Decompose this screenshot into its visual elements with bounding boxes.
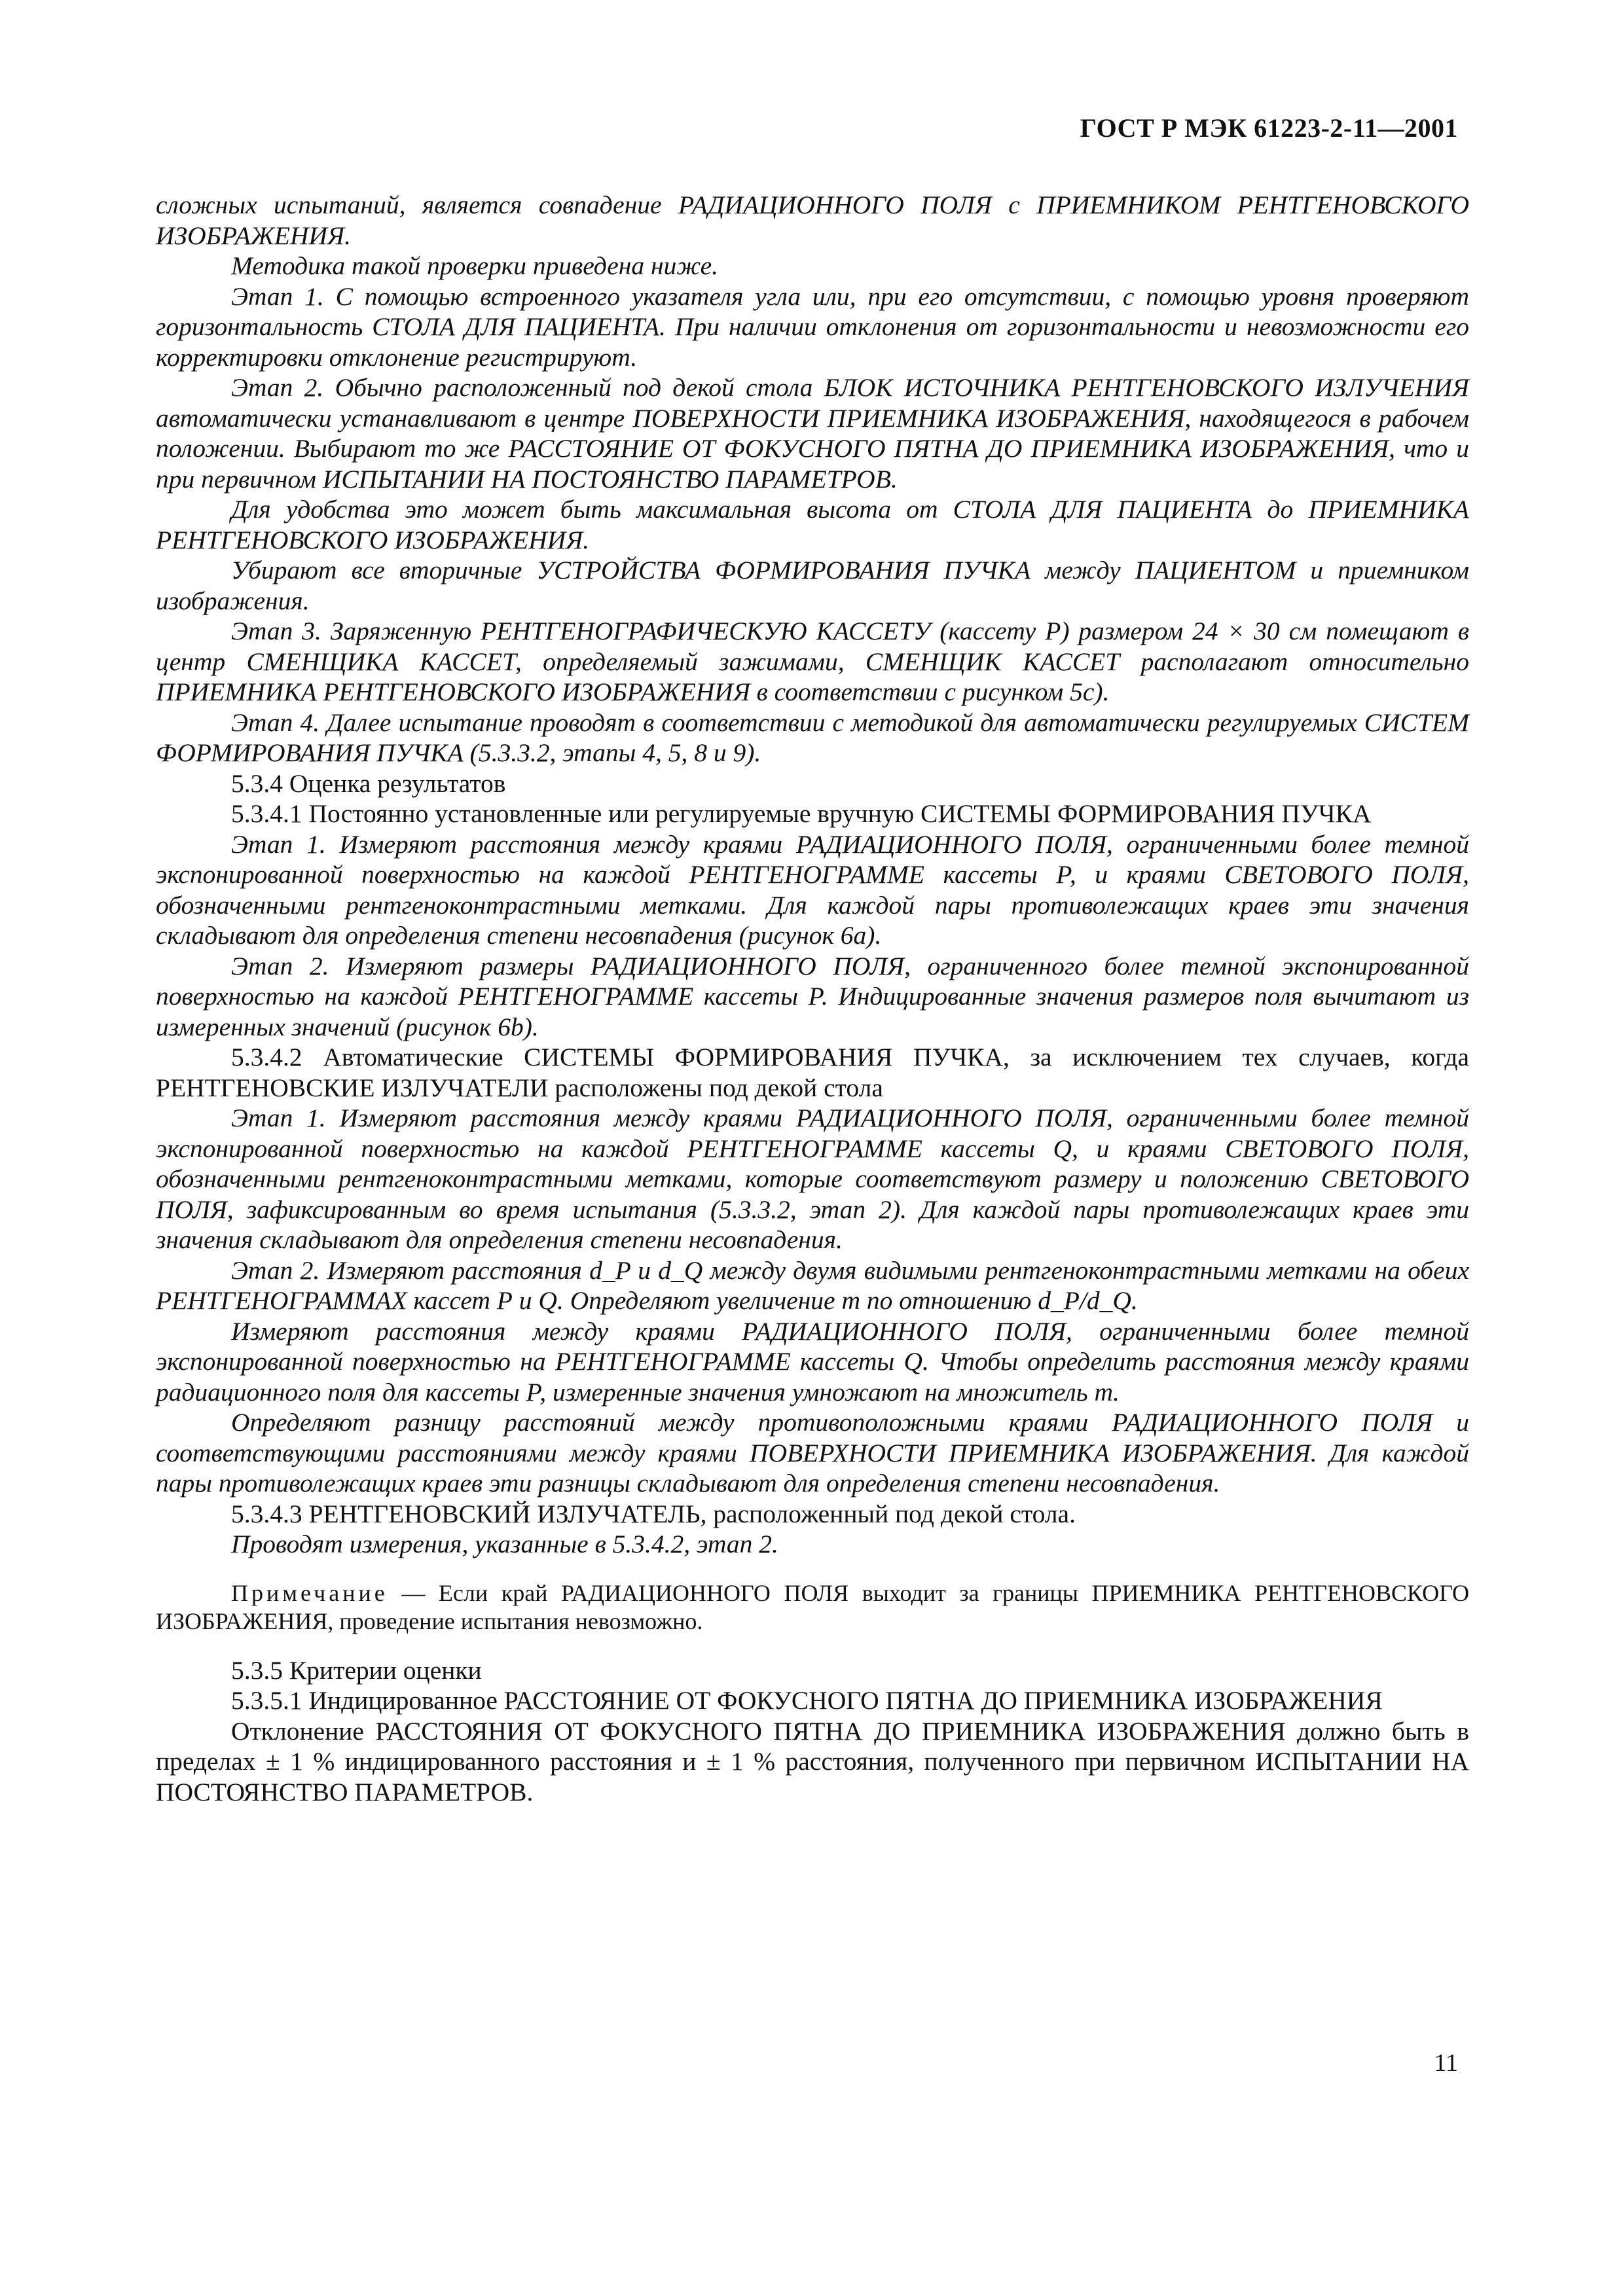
body-paragraph: Убирают все вторичные УСТРОЙСТВА ФОРМИРОВАНИЯ ПУЧКА между ПАЦИЕНТОМ и приемником изображения.: [156, 556, 1469, 615]
body-paragraph: 5.3.4.3 РЕНТГЕНОВСКИЙ ИЗЛУЧАТЕЛЬ, расположенный под декой стола.: [231, 1499, 1076, 1528]
body-paragraph: Этап 4. Далее испытание проводят в соответствии с методикой для автоматически регулируемых СИСТЕМ ФОРМИРОВАНИЯ ПУЧКА (5.3.3.2, этапы 4, 5, 8 и 9).: [156, 708, 1469, 767]
body-paragraph: Этап 2. Обычно расположенный под декой стола БЛОК ИСТОЧНИКА РЕНТГЕНОВСКОГО ИЗЛУЧЕНИЯ автоматически устанавливают в центре ПОВЕРХНОСТИ ПРИЕМНИКА ИЗОБРАЖЕНИЯ, находящегося в рабочем положении. Выбирают то же РАССТОЯНИЕ ОТ ФОКУСНОГО ПЯТНА ДО ПРИЕМНИКА ИЗОБРАЖЕНИЯ, что и при первичном ИСПЫТАНИИ НА ПОСТОЯНСТВО ПАРАМЕТРОВ.: [156, 373, 1469, 493]
note-text: — Если край РАДИАЦИОННОГО ПОЛЯ выходит за границы ПРИЕМНИКА РЕНТГЕНОВСКОГО ИЗОБРАЖЕНИЯ, проведение испытания невозможно.: [156, 1579, 1469, 1634]
body-paragraph: Этап 1. С помощью встроенного указателя угла или, при его отсутствии, с помощью уровня проверяют горизонтальность СТОЛА ДЛЯ ПАЦИЕНТА. При наличии отклонения от горизонтальности и невозможности его корректировки отклонение регистрируют.: [156, 281, 1469, 372]
body-paragraph: 5.3.5.1 Индицированное РАССТОЯНИЕ ОТ ФОКУСНОГО ПЯТНА ДО ПРИЕМНИКА ИЗОБРАЖЕНИЯ: [231, 1686, 1383, 1715]
paragraph-block: [156, 190, 1469, 1560]
document-body: [156, 190, 1469, 1807]
note-label: Примечание: [231, 1579, 388, 1606]
paragraph-block: [156, 1655, 1469, 1808]
document-header: ГОСТ Р МЭК 61223-2-11—2001: [1080, 113, 1458, 143]
body-paragraph: Этап 2. Измеряют размеры РАДИАЦИОННОГО ПОЛЯ, ограниченного более темной экспонированной поверхностью на каждой РЕНТГЕНОГРАММЕ кассеты Р. Индицированные значения размеров поля вычитают из измеренных значений (рисунок 6b).: [156, 951, 1469, 1041]
body-paragraph: Этап 2. Измеряют расстояния d_P и d_Q между двумя видимыми рентгеноконтрастными метками на обеих РЕНТГЕНОГРАММАХ кассет Р и Q. Определяют увеличение m по отношению d_P/d_Q.: [156, 1255, 1469, 1315]
body-paragraph: сложных испытаний, является совпадение РАДИАЦИОННОГО ПОЛЯ с ПРИЕМНИКОМ РЕНТГЕНОВСКОГО ИЗОБРАЖЕНИЯ.: [156, 190, 1469, 250]
page-number: 11: [1434, 2049, 1458, 2077]
body-paragraph: Отклонение РАССТОЯНИЯ ОТ ФОКУСНОГО ПЯТНА ДО ПРИЕМНИКА ИЗОБРАЖЕНИЯ должно быть в пределах ± 1 % индицированного расстояния и ± 1 % расстояния, полученного при первичном ИСПЫТАНИИ НА ПОСТОЯНСТВО ПАРАМЕТРОВ.: [156, 1716, 1469, 1806]
body-paragraph: Для удобства это может быть максимальная высота от СТОЛА ДЛЯ ПАЦИЕНТА до ПРИЕМНИКА РЕНТГЕНОВСКОГО ИЗОБРАЖЕНИЯ.: [156, 495, 1469, 554]
body-paragraph: Методика такой проверки приведена ниже.: [231, 251, 718, 280]
body-paragraph: Определяют разницу расстояний между противоположными краями РАДИАЦИОННОГО ПОЛЯ и соответствующими расстояниями между краями ПОВЕРХНОСТИ ПРИЕМНИКА ИЗОБРАЖЕНИЯ. Для каждой пары противолежащих краев эти разницы складывают для определения степени несовпадения.: [156, 1408, 1469, 1498]
body-paragraph: Этап 1. Измеряют расстояния между краями РАДИАЦИОННОГО ПОЛЯ, ограниченными более темной экспонированной поверхностью на каждой РЕНТГЕНОГРАММЕ кассеты Р, и краями СВЕТОВОГО ПОЛЯ, обозначенными рентгеноконтрастными метками. Для каждой пары противолежащих краев эти значения складывают для определения степени несовпадения (рисунок 6а).: [156, 829, 1469, 950]
body-paragraph: Измеряют расстояния между краями РАДИАЦИОННОГО ПОЛЯ, ограниченными более темной экспонированной поверхностью на РЕНТГЕНОГРАММЕ кассеты Q. Чтобы определить расстояния между краями радиационного поля для кассеты Р, измеренные значения умножают на множитель m.: [156, 1316, 1469, 1407]
body-paragraph: 5.3.4.2 Автоматические СИСТЕМЫ ФОРМИРОВАНИЯ ПУЧКА, за исключением тех случаев, когда РЕНТГЕНОВСКИЕ ИЗЛУЧАТЕЛИ расположены под декой стола: [156, 1043, 1469, 1102]
body-paragraph: Этап 1. Измеряют расстояния между краями РАДИАЦИОННОГО ПОЛЯ, ограниченными более темной экспонированной поверхностью на каждой РЕНТГЕНОГРАММЕ кассеты Q, и краями СВЕТОВОГО ПОЛЯ, обозначенными рентгеноконтрастными метками, которые соответствуют размеру и положению СВЕТОВОГО ПОЛЯ, зафиксированным во время испытания (5.3.3.2, этап 2). Для каждой пары противолежащих краев эти значения складывают для определения степени несовпадения.: [156, 1103, 1469, 1254]
body-paragraph: Проводят измерения, указанные в 5.3.4.2, этап 2.: [231, 1530, 778, 1558]
body-paragraph: 5.3.4.1 Постоянно установленные или регулируемые вручную СИСТЕМЫ ФОРМИРОВАНИЯ ПУЧКА: [231, 799, 1372, 828]
body-paragraph: 5.3.4 Оценка результатов: [231, 768, 506, 798]
body-paragraph: Этап 3. Заряженную РЕНТГЕНОГРАФИЧЕСКУЮ КАССЕТУ (кассету Р) размером 24 × 30 см помещают в центр СМЕНЩИКА КАССЕТ, определяемый зажимами, СМЕНЩИК КАССЕТ располагают относительно ПРИЕМНИКА РЕНТГЕНОВСКОГО ИЗОБРАЖЕНИЯ в соответствии с рисунком 5с).: [156, 617, 1469, 706]
body-paragraph: 5.3.5 Критерии оценки: [231, 1655, 482, 1685]
note-paragraph: [156, 1579, 1469, 1636]
